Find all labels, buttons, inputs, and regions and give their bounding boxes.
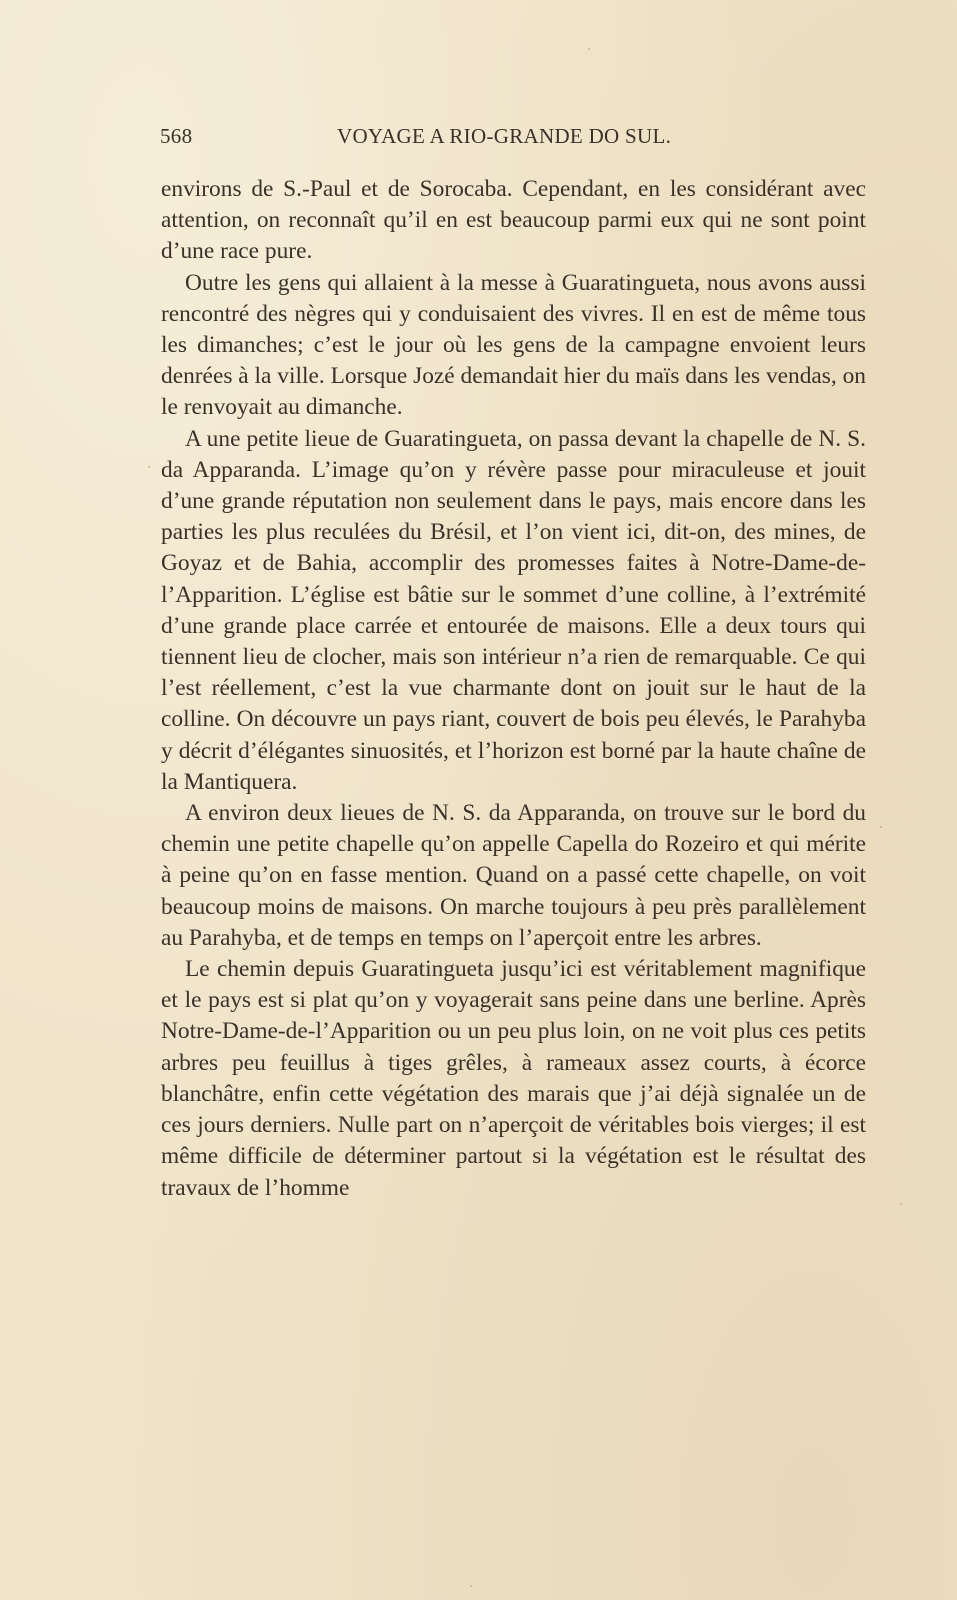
running-title: VOYAGE A RIO-GRANDE DO SUL. [337,124,672,148]
running-head [160,124,800,154]
paragraph: Le chemin depuis Guaratingueta jusqu’ici est véritablement magnifique et le pays est si plat qu’on y voyagerait sans peine dans une berline. Après Notre-Dame-de-l’Apparition ou un peu plus loin, on ne voit plus ces petits arbres peu feuillus à tiges grêles, à rameaux assez courts, à écorce blanchâtre, enfin cette végétation des marais que j’ai déjà signalée un de ces jours derniers. Nulle part on n’aperçoit de véritables bois vierges; il est même difficile de déterminer partout si la végétation est le résultat des travaux de l’homme [161,956,866,1201]
paragraph: Outre les gens qui allaient à la messe à Guaratingueta, nous avons aussi rencontré des nègres qui y conduisaient des vivres. Il en est de même tous les dimanches; c’est le jour où les gens de la campagne envoient leurs denrées à la ville. Lorsque Jozé demandait hier du maïs dans les vendas, on le renvoyait au dimanche. [161,269,866,421]
paragraph: A une petite lieue de Guaratingueta, on passa devant la chapelle de N. S. da Apparanda. L’image qu’on y révère passe pour miraculeuse et jouit d’une grande réputation non seulement dans le pays, mais encore dans les parties les plus reculées du Brésil, et l’on vient ici, dit-on, des mines, de Goyaz et de Bahia, accomplir des promesses faites à Notre-Dame-de-l’Apparition. L’église est bâtie sur le sommet d’une colline, à l’extrémité d’une grande place carrée et entourée de maisons. Elle a deux tours qui tiennent lieu de clocher, mais son intérieur n’a rien de remarquable. Ce qui l’est réellement, c’est la vue charmante dont on jouit sur le haut de la colline. On découvre un pays riant, couvert de bois peu élevés, le Parahyba y décrit d’élégantes sinuosités, et l’horizon est borné par la haute chaîne de la Mantiquera. [161,425,866,795]
paper-speck [900,1203,902,1205]
page-number: 568 [160,124,193,148]
paragraph: A environ deux lieues de N. S. da Apparanda, on trouve sur le bord du chemin une petite chapelle qu’on appelle Capella do Rozeiro et qui mérite à peine qu’on en fasse mention. Quand on a passé cette chapelle, on voit beaucoup moins de maisons. On marche toujours à peu près parallèlement au Parahyba, et de temps en temps on l’aperçoit entre les arbres. [161,800,866,951]
paper-speck [588,48,590,50]
paper-speck [148,466,150,468]
paper-speck [470,1585,472,1587]
paper-speck [880,826,882,828]
paragraph: environs de S.-Paul et de Sorocaba. Cependant, en les considérant avec attention, on reconnaît qu’il en est beaucoup parmi eux qui ne sont point d’une race pure. [161,176,866,265]
body-text [161,174,866,1204]
